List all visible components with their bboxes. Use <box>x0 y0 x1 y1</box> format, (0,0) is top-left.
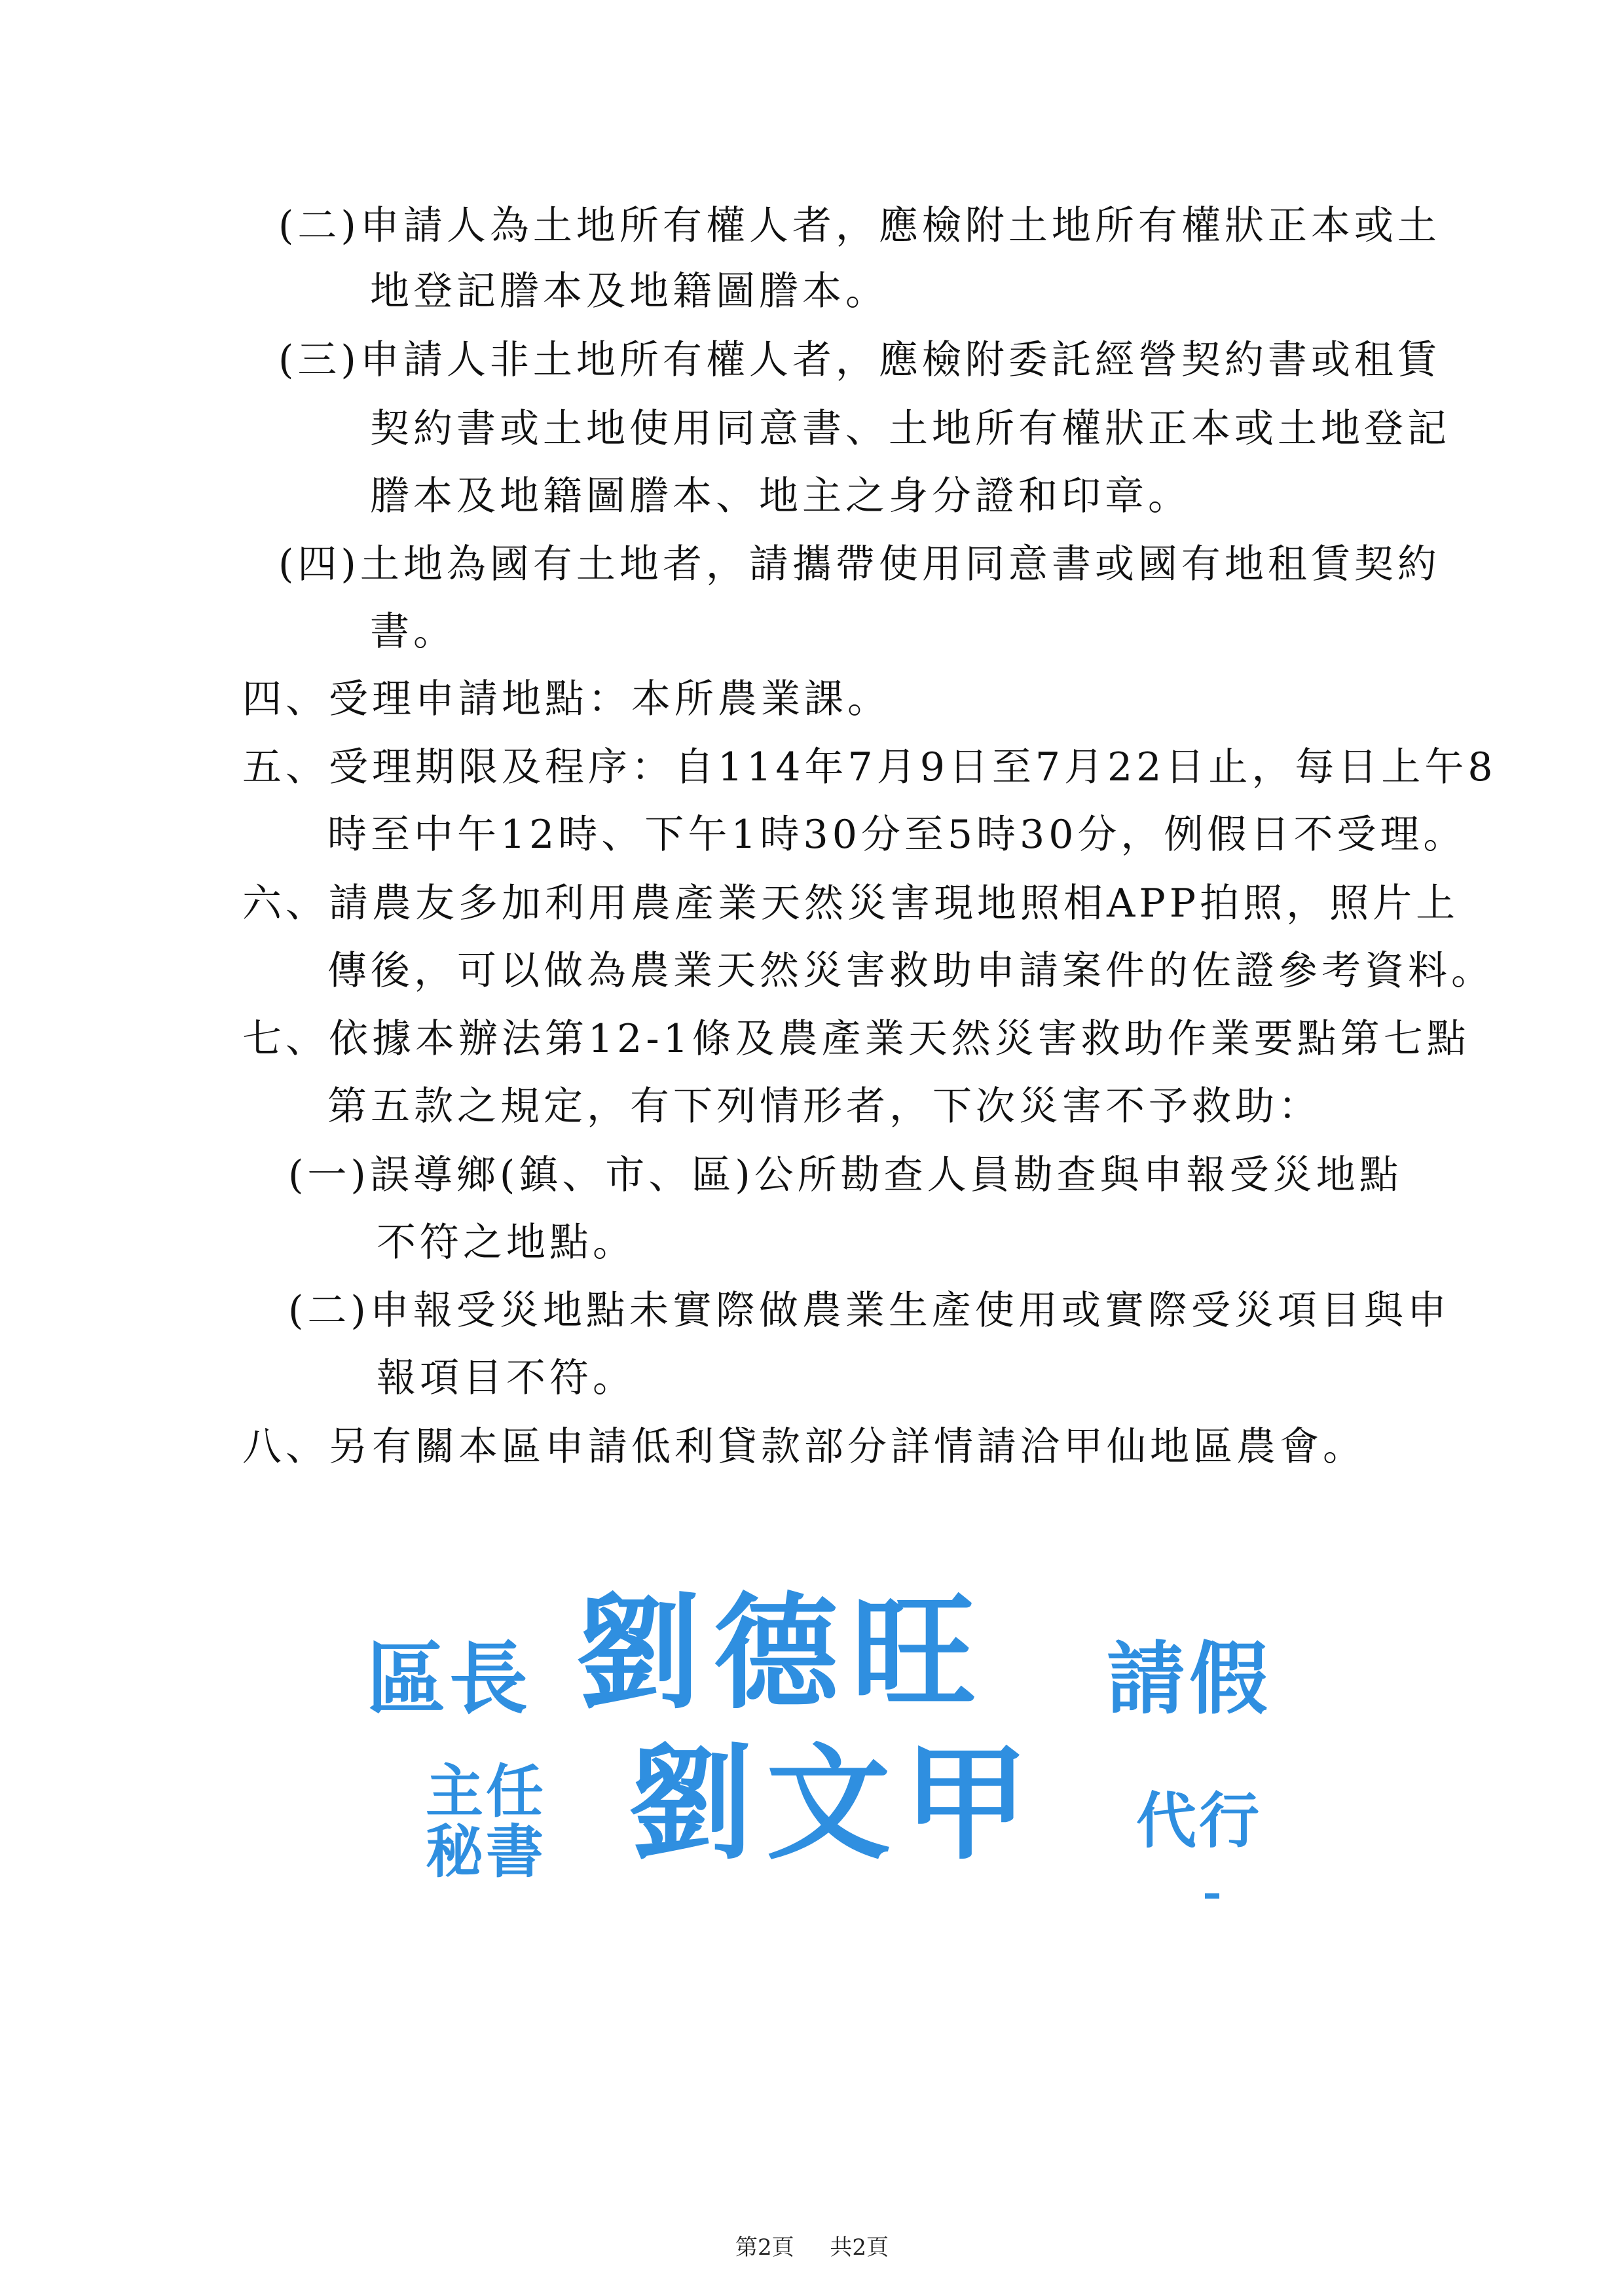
stamp-deputy-name: 劉文甲 <box>629 1730 1042 1876</box>
stamp-name: 劉德旺 <box>576 1580 989 1726</box>
line-item-2-part1: (二)申請人為土地所有權人者，應檢附土地所有權狀正本或土 <box>278 203 1441 249</box>
line-item-3-part3: 謄本及地籍圖謄本、地主之身分證和印章。 <box>370 473 1191 519</box>
stamp-deputy-title-line1: 主任 <box>426 1757 547 1825</box>
line-item-2-part2: 地登記謄本及地籍圖謄本。 <box>370 268 889 314</box>
line-section-7-part2: 第五款之規定，有下列情形者，下次災害不予救助： <box>327 1084 1321 1129</box>
page-footer <box>0 2229 1624 2261</box>
stamp-mark <box>1205 1893 1219 1899</box>
line-sub-2-part2: 報項目不符。 <box>377 1355 636 1401</box>
line-section-7-part1: 七、依據本辦法第12-1條及農產業天然災害救助作業要點第七點 <box>242 1016 1470 1062</box>
stamp-deputy-title-line2: 秘書 <box>426 1817 547 1886</box>
line-section-8: 八、另有關本區申請低利貸款部分詳情請洽甲仙地區農會。 <box>242 1424 1366 1470</box>
line-section-5-part2: 時至中午12時、下午1時30分至5時30分，例假日不受理。 <box>327 812 1467 858</box>
line-sub-1-part2: 不符之地點。 <box>377 1220 636 1266</box>
line-sub-2-part1: (二)申報受災地點未實際做農業生產使用或實際受災項目與申 <box>288 1288 1450 1334</box>
line-item-4-part1: (四)土地為國有土地者，請攜帶使用同意書或國有地租賃契約 <box>278 541 1441 587</box>
stamp-title: 區長 <box>367 1633 532 1725</box>
line-section-6-part1: 六、請農友多加利用農產業天然災害現地照相APP拍照，照片上 <box>242 881 1460 926</box>
line-section-4: 四、受理申請地點：本所農業課。 <box>242 676 891 722</box>
line-item-4-part2: 書。 <box>370 609 456 655</box>
line-sub-1-part1: (一)誤導鄉(鎮、市、區)公所勘查人員勘查與申報受災地點 <box>288 1152 1403 1198</box>
line-section-6-part2: 傳後，可以做為農業天然災害救助申請案件的佐證參考資料。 <box>327 948 1494 994</box>
stamp-acting: 代行 <box>1136 1785 1263 1856</box>
footer-total-pages: 共2頁 <box>830 2234 889 2261</box>
footer-page-number: 第2頁 <box>735 2234 794 2261</box>
line-item-3-part1: (三)申請人非土地所有權人者，應檢附委託經營契約書或租賃 <box>278 337 1441 383</box>
stamp-deputy-title <box>426 1757 547 1886</box>
stamp-status: 請假 <box>1107 1633 1272 1725</box>
line-item-3-part2: 契約書或土地使用同意書、土地所有權狀正本或土地登記 <box>370 406 1450 452</box>
line-section-5-part1: 五、受理期限及程序：自114年7月9日至7月22日止，每日上午8 <box>242 744 1497 790</box>
